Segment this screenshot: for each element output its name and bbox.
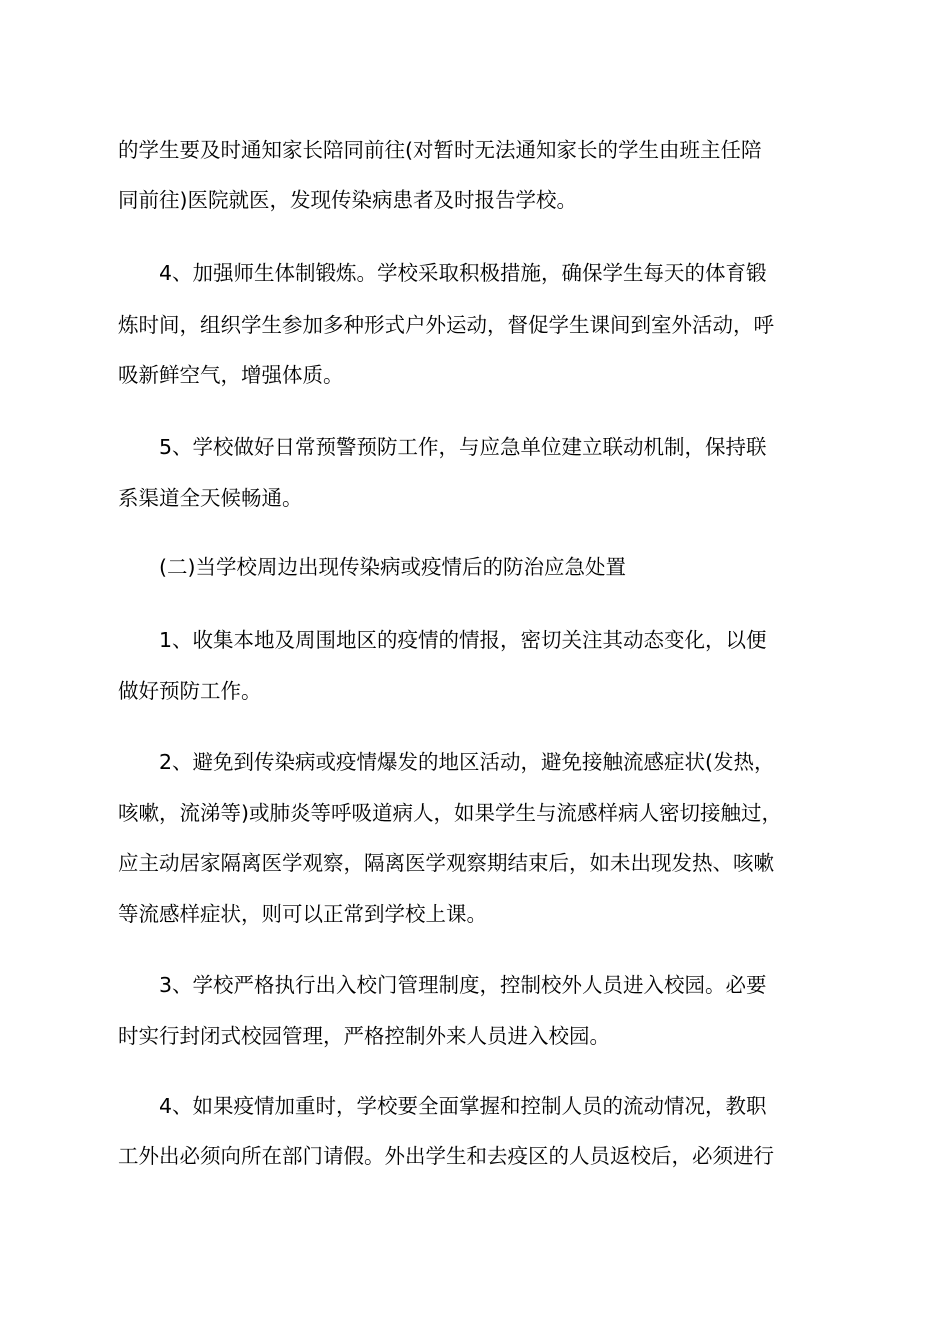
text-line: 系渠道全天候畅通。 — [118, 486, 303, 510]
text-line: 4、加强师生体制锻炼。学校采取积极措施，确保学生每天的体育锻 — [159, 261, 767, 285]
text-line: 4、如果疫情加重时，学校要全面掌握和控制人员的流动情况，教职 — [159, 1094, 767, 1118]
text-line: 等流感样症状，则可以正常到学校上课。 — [118, 902, 487, 926]
text-line: 时实行封闭式校园管理，严格控制外来人员进入校园。 — [118, 1024, 610, 1048]
text-line: 3、学校严格执行出入校门管理制度，控制校外人员进入校园。必要 — [159, 973, 767, 997]
text-line: 的学生要及时通知家长陪同前往(对暂时无法通知家长的学生由班主任陪 — [118, 138, 762, 162]
text-line: 1、收集本地及周围地区的疫情的情报，密切关注其动态变化，以便 — [159, 628, 767, 652]
section-heading: (二)当学校周边出现传染病或疫情后的防治应急处置 — [159, 555, 626, 579]
text-line: 应主动居家隔离医学观察，隔离医学观察期结束后，如未出现发热、咳嗽 — [118, 851, 774, 875]
text-line: 工外出必须向所在部门请假。外出学生和去疫区的人员返校后，必须进行 — [118, 1144, 774, 1168]
text-line: 同前往)医院就医，发现传染病患者及时报告学校。 — [118, 188, 577, 212]
text-line: 2、避免到传染病或疫情爆发的地区活动，避免接触流感症状(发热， — [159, 750, 775, 774]
text-line: 炼时间，组织学生参加多种形式户外运动，督促学生课间到室外活动，呼 — [118, 313, 774, 337]
text-line: 咳嗽，流涕等)或肺炎等呼吸道病人，如果学生与流感样病人密切接触过， — [118, 801, 782, 825]
text-line: 5、学校做好日常预警预防工作，与应急单位建立联动机制，保持联 — [159, 435, 767, 459]
text-line: 吸新鲜空气，增强体质。 — [118, 363, 344, 387]
text-line: 做好预防工作。 — [118, 679, 262, 703]
